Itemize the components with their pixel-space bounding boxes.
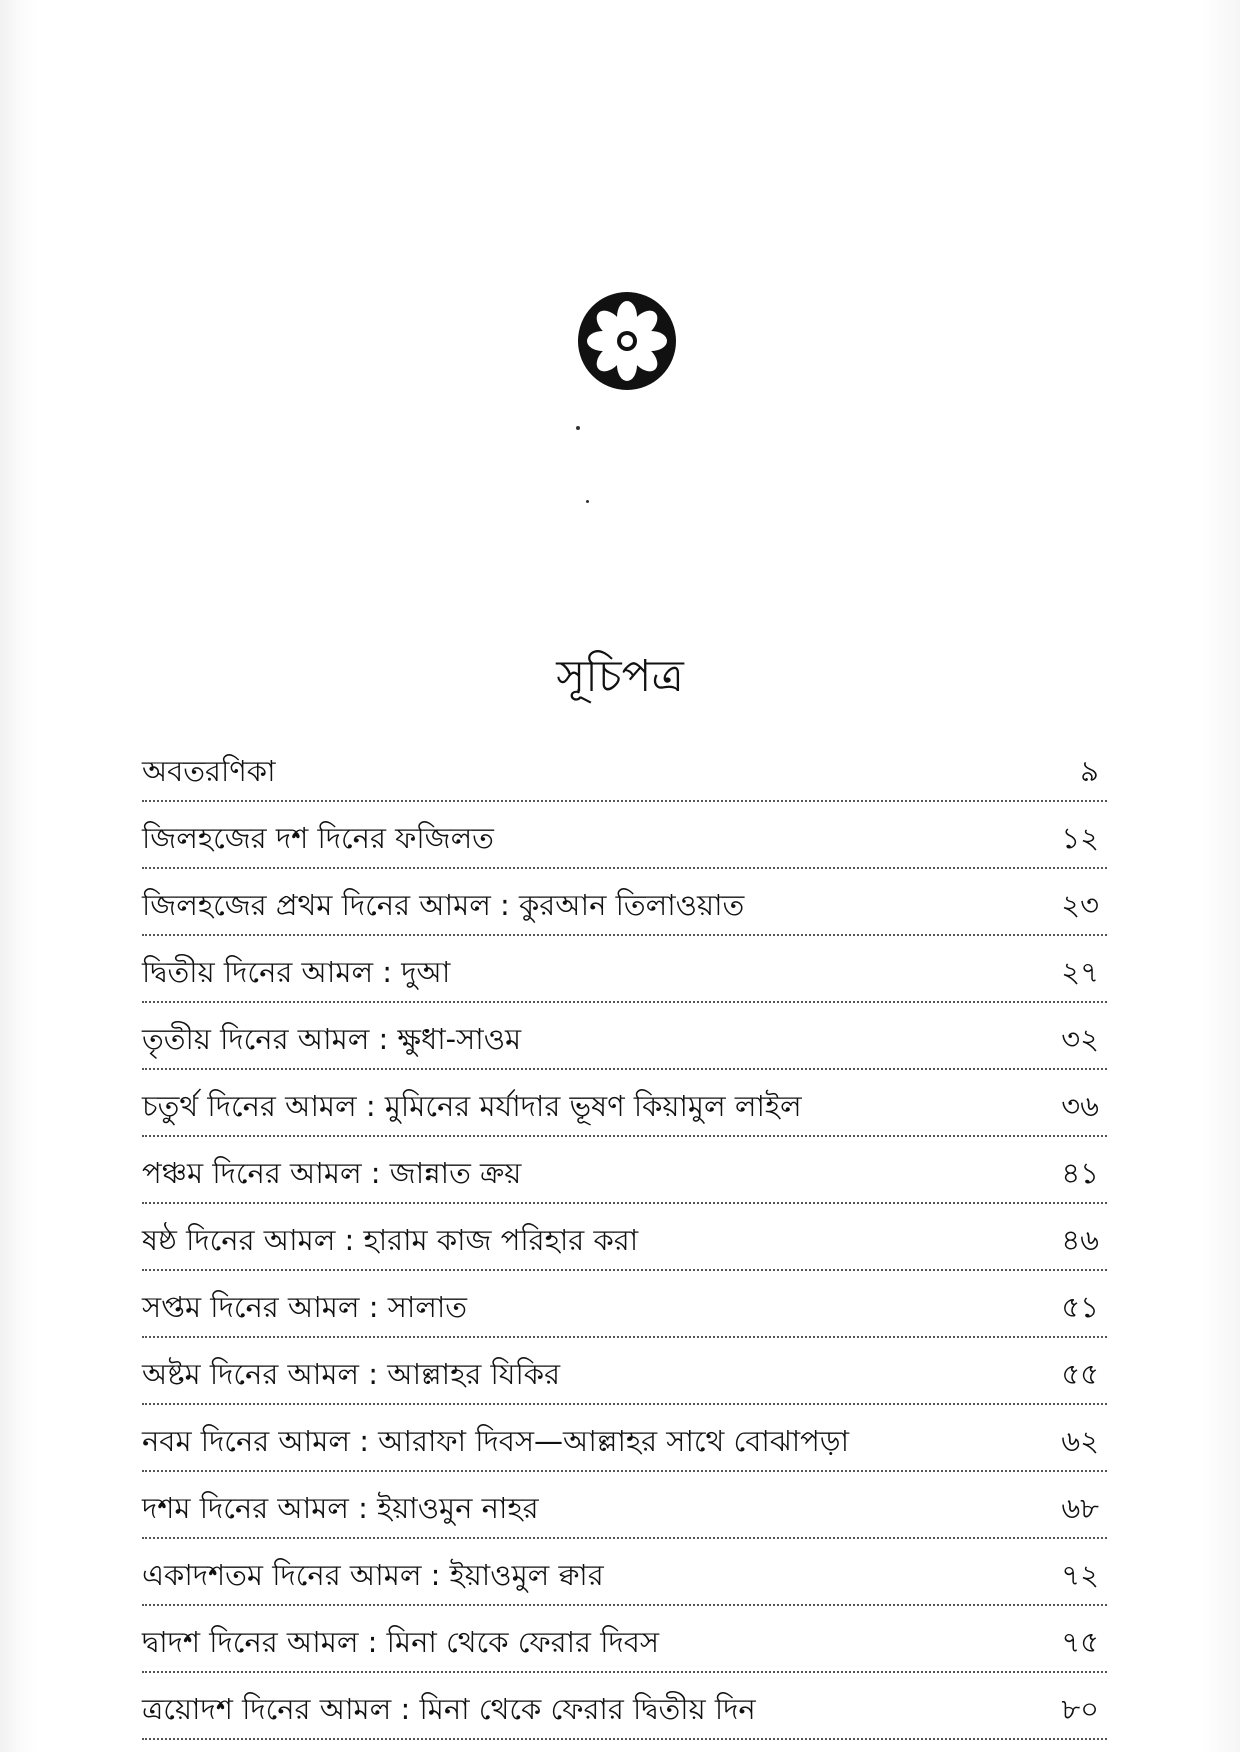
- toc-entry: [142, 1405, 1107, 1472]
- toc-entry: [142, 1137, 1107, 1204]
- toc-entry-page-number: ৮০: [1061, 1691, 1099, 1726]
- toc-entry-title: দশম দিনের আমল : ইয়াওমুন নাহর: [142, 1490, 539, 1525]
- toc-entry: [142, 1673, 1107, 1740]
- toc-entry: [142, 802, 1107, 869]
- toc-entry-page-number: ৩৬: [1061, 1088, 1099, 1123]
- toc-entry: [142, 936, 1107, 1003]
- toc-entry-page-number: ৭২: [1061, 1557, 1099, 1592]
- toc-entry-page-number: ২৭: [1061, 954, 1099, 989]
- print-speck: [586, 500, 589, 503]
- toc-entry-page-number: ৪৬: [1061, 1222, 1099, 1257]
- toc-entry: [142, 1003, 1107, 1070]
- flower-ornament-icon: [577, 291, 677, 391]
- toc-entry-title: অবতরণিকা: [142, 753, 276, 788]
- table-of-contents: [142, 735, 1107, 1740]
- toc-entry-page-number: ৪১: [1061, 1155, 1099, 1190]
- toc-entry: [142, 1539, 1107, 1606]
- toc-entry-title: দ্বাদশ দিনের আমল : মিনা থেকে ফেরার দিবস: [142, 1624, 660, 1659]
- toc-entry-title: পঞ্চম দিনের আমল : জান্নাত ক্রয়: [142, 1155, 522, 1190]
- toc-entry-title: সপ্তম দিনের আমল : সালাত: [142, 1289, 468, 1324]
- toc-entry-page-number: ৬২: [1061, 1423, 1099, 1458]
- toc-entry: [142, 1338, 1107, 1405]
- print-speck: [576, 426, 580, 430]
- toc-entry-page-number: ৩২: [1061, 1021, 1099, 1056]
- toc-entry-page-number: ২৩: [1061, 887, 1099, 922]
- toc-entry-title: নবম দিনের আমল : আরাফা দিবস—আল্লাহর সাথে বোঝাপড়া: [142, 1423, 849, 1458]
- toc-entry-title: জিলহজের দশ দিনের ফজিলত: [142, 820, 494, 855]
- toc-entry-title: একাদশতম দিনের আমল : ইয়াওমুল ক্বার: [142, 1557, 604, 1592]
- toc-entry-title: ষষ্ঠ দিনের আমল : হারাম কাজ পরিহার করা: [142, 1222, 639, 1257]
- toc-entry-page-number: ৯: [1080, 753, 1099, 788]
- toc-entry-title: অষ্টম দিনের আমল : আল্লাহর যিকির: [142, 1356, 561, 1391]
- toc-entry-page-number: ১২: [1061, 820, 1099, 855]
- toc-entry: [142, 735, 1107, 802]
- toc-entry: [142, 869, 1107, 936]
- toc-entry-title: ত্রয়োদশ দিনের আমল : মিনা থেকে ফেরার দ্বিতীয় দিন: [142, 1691, 756, 1726]
- toc-entry-page-number: ৬৮: [1061, 1490, 1099, 1525]
- toc-entry-page-number: ৫১: [1061, 1289, 1099, 1324]
- toc-entry-title: চতুর্থ দিনের আমল : মুমিনের মর্যাদার ভূষণ কিয়ামুল লাইল: [142, 1088, 802, 1123]
- toc-entry-title: তৃতীয় দিনের আমল : ক্ষুধা-সাওম: [142, 1021, 522, 1056]
- toc-entry: [142, 1606, 1107, 1673]
- toc-entry: [142, 1472, 1107, 1539]
- toc-entry-page-number: ৭৫: [1061, 1624, 1099, 1659]
- page-title: সূচিপত্র: [556, 651, 684, 703]
- toc-entry-title: জিলহজের প্রথম দিনের আমল : কুরআন তিলাওয়াত: [142, 887, 745, 922]
- toc-entry: [142, 1070, 1107, 1137]
- toc-entry-page-number: ৫৫: [1061, 1356, 1099, 1391]
- toc-entry-title: দ্বিতীয় দিনের আমল : দুআ: [142, 954, 451, 989]
- toc-entry: [142, 1204, 1107, 1271]
- toc-entry: [142, 1271, 1107, 1338]
